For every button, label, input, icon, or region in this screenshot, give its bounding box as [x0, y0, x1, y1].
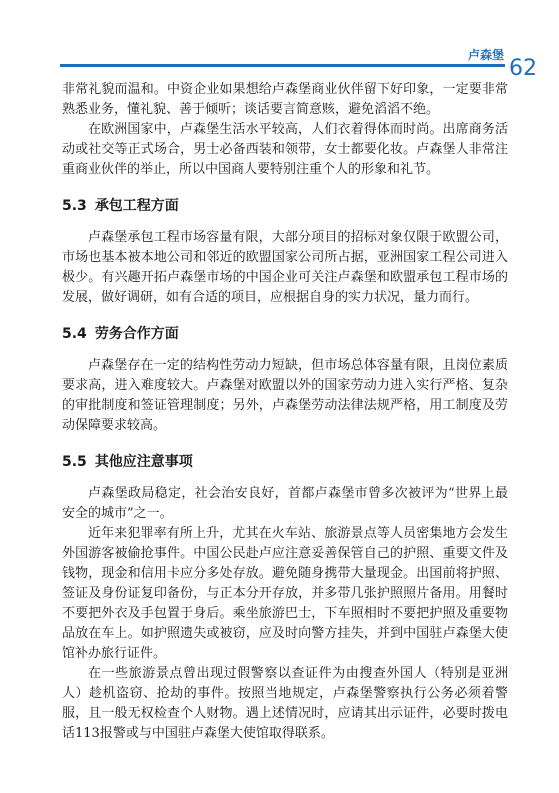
intro-paragraph: 在欧洲国家中，卢森堡生活水平较高，人们衣着得体而时尚。出席商务活动或社交等正式场合，男士必备西装和领带，女士都要化妆。卢森堡人非常注重商业伙伴的举止，所以中国商人要特别注重个人的形象和礼节。 — [62, 122, 508, 177]
running-header-title: 卢森堡 — [467, 48, 504, 62]
header-rule — [60, 64, 505, 67]
section-paragraph: 在一些旅游景点曾出现过假警察以查证件为由搜查外国人（特别是亚洲人）趁机盗窃、抢劫的事件。按照当地规定，卢森堡警察执行公务必须着警服，且一般无权检查个人财物。遇上述情况时，应请其出示证件，必要时拨电话113报警或与中国驻卢森堡大使馆取得联系。 — [62, 666, 508, 741]
section-number: 5.3 — [62, 198, 87, 214]
section-title: 劳务合作方面 — [94, 326, 179, 342]
section-heading-5-3 — [62, 196, 508, 216]
section-title: 承包工程方面 — [94, 198, 179, 214]
section-number: 5.4 — [62, 326, 87, 342]
section-paragraph: 卢森堡政局稳定，社会治安良好，首都卢森堡市曾多次被评为“世界上最安全的城市”之一。 — [62, 486, 508, 521]
section-heading-5-4 — [62, 324, 508, 344]
section-paragraph: 卢森堡承包工程市场容量有限，大部分项目的招标对象仅限于欧盟公司，市场也基本被本地公司和邻近的欧盟国家公司所占据，亚洲国家工程公司进入极少。有兴趣开拓卢森堡市场的中国企业可关注卢森堡和欧盟承包工程市场的发展，做好调研，如有合适的项目，应根据自身的实力状况，量力而行。 — [62, 230, 508, 305]
section-heading-5-5 — [62, 452, 508, 472]
section-paragraph: 近年来犯罪率有所上升，尤其在火车站、旅游景点等人员密集地方会发生外国游客被偷抢事件。中国公民赴卢应注意妥善保管自己的护照、重要文件及钱物，现金和信用卡应分多处存放。避免随身携带大量现金。出国前将护照、签证及身份证复印备份，与正本分开存放，并多带几张护照照片备用。用餐时不要把外衣及手包置于身后。乘坐旅游巴士，下车照相时不要把护照及重要物品放在车上。如护照遗失或被窃，应及时向警方挂失，并到中国驻卢森堡大使馆补办旅行证件。 — [62, 526, 508, 661]
intro-paragraph-continued: 非常礼貌而温和。中资企业如果想给卢森堡商业伙伴留下好印象，一定要非常熟悉业务，懂礼貌、善于倾听；谈话要言简意赅，避免滔滔不绝。 — [62, 82, 508, 117]
section-number: 5.5 — [62, 454, 87, 470]
section-title: 其他应注意事项 — [94, 454, 193, 470]
section-paragraph: 卢森堡存在一定的结构性劳动力短缺，但市场总体容量有限，且岗位素质要求高，进入难度较大。卢森堡对欧盟以外的国家劳动力进入实行严格、复杂的审批制度和签证管理制度；另外，卢森堡劳动法律法规严格，用工制度及劳动保障要求较高。 — [62, 358, 508, 433]
page-body — [62, 80, 508, 744]
page-number: 62 — [509, 56, 537, 81]
